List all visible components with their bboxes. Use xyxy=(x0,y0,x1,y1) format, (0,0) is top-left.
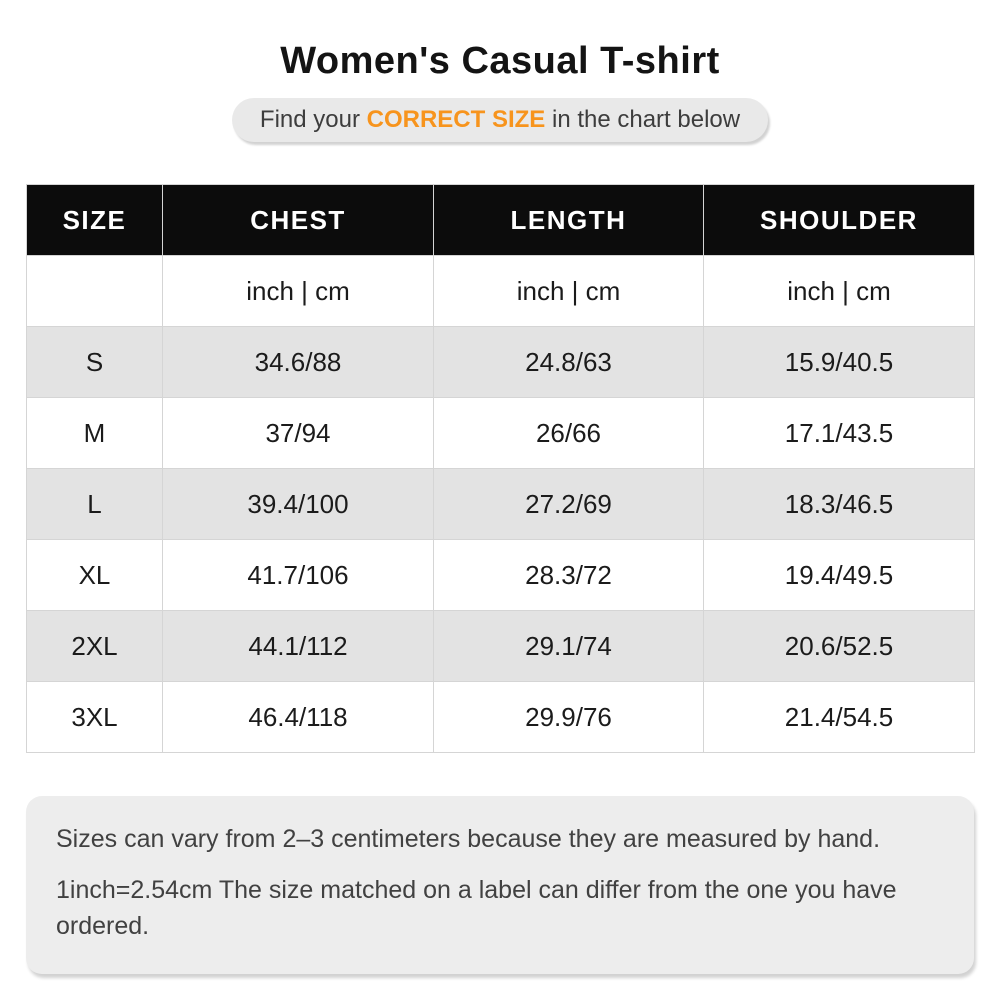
page-title: Women's Casual T-shirt xyxy=(280,40,720,82)
table-row-xl xyxy=(27,540,975,611)
size-cell: S xyxy=(27,327,163,398)
table-row-3xl xyxy=(27,682,975,753)
unit-cell-empty xyxy=(27,256,163,327)
size-cell: 3XL xyxy=(27,682,163,753)
chest-cell: 34.6/88 xyxy=(163,327,434,398)
length-cell: 27.2/69 xyxy=(434,469,704,540)
shoulder-cell: 15.9/40.5 xyxy=(704,327,975,398)
chest-cell: 44.1/112 xyxy=(163,611,434,682)
header-row xyxy=(27,185,975,256)
length-cell: 29.1/74 xyxy=(434,611,704,682)
unit-row xyxy=(27,256,975,327)
note-line-2: 1inch=2.54cm The size matched on a label can differ from the one you have ordered. xyxy=(56,876,897,940)
notes-box xyxy=(26,796,974,974)
shoulder-cell: 18.3/46.5 xyxy=(704,469,975,540)
column-header-length: LENGTH xyxy=(434,185,704,256)
unit-cell: inch | cm xyxy=(163,256,434,327)
size-cell: 2XL xyxy=(27,611,163,682)
size-cell: L xyxy=(27,469,163,540)
shoulder-cell: 21.4/54.5 xyxy=(704,682,975,753)
chest-cell: 46.4/118 xyxy=(163,682,434,753)
note-line-1: Sizes can vary from 2–3 centimeters because they are measured by hand. xyxy=(56,825,881,853)
length-cell: 24.8/63 xyxy=(434,327,704,398)
chest-cell: 39.4/100 xyxy=(163,469,434,540)
subtitle-highlight: CORRECT SIZE xyxy=(366,106,546,133)
chest-cell: 37/94 xyxy=(163,398,434,469)
length-cell: 26/66 xyxy=(434,398,704,469)
shoulder-cell: 20.6/52.5 xyxy=(704,611,975,682)
size-cell: XL xyxy=(27,540,163,611)
table-row-s xyxy=(27,327,975,398)
shoulder-cell: 17.1/43.5 xyxy=(704,398,975,469)
subtitle-pill xyxy=(232,98,768,142)
shoulder-cell: 19.4/49.5 xyxy=(704,540,975,611)
size-chart-table xyxy=(26,184,975,753)
column-header-shoulder: SHOULDER xyxy=(704,185,975,256)
table-row-m xyxy=(27,398,975,469)
unit-cell: inch | cm xyxy=(434,256,704,327)
table-row-2xl xyxy=(27,611,975,682)
column-header-chest: CHEST xyxy=(163,185,434,256)
subtitle-suffix: in the chart below xyxy=(545,106,741,133)
subtitle-row xyxy=(0,98,1000,142)
subtitle-prefix: Find your xyxy=(259,106,367,133)
column-header-size: SIZE xyxy=(27,185,163,256)
length-cell: 29.9/76 xyxy=(434,682,704,753)
chest-cell: 41.7/106 xyxy=(163,540,434,611)
table-row-l xyxy=(27,469,975,540)
length-cell: 28.3/72 xyxy=(434,540,704,611)
size-cell: M xyxy=(27,398,163,469)
unit-cell: inch | cm xyxy=(704,256,975,327)
